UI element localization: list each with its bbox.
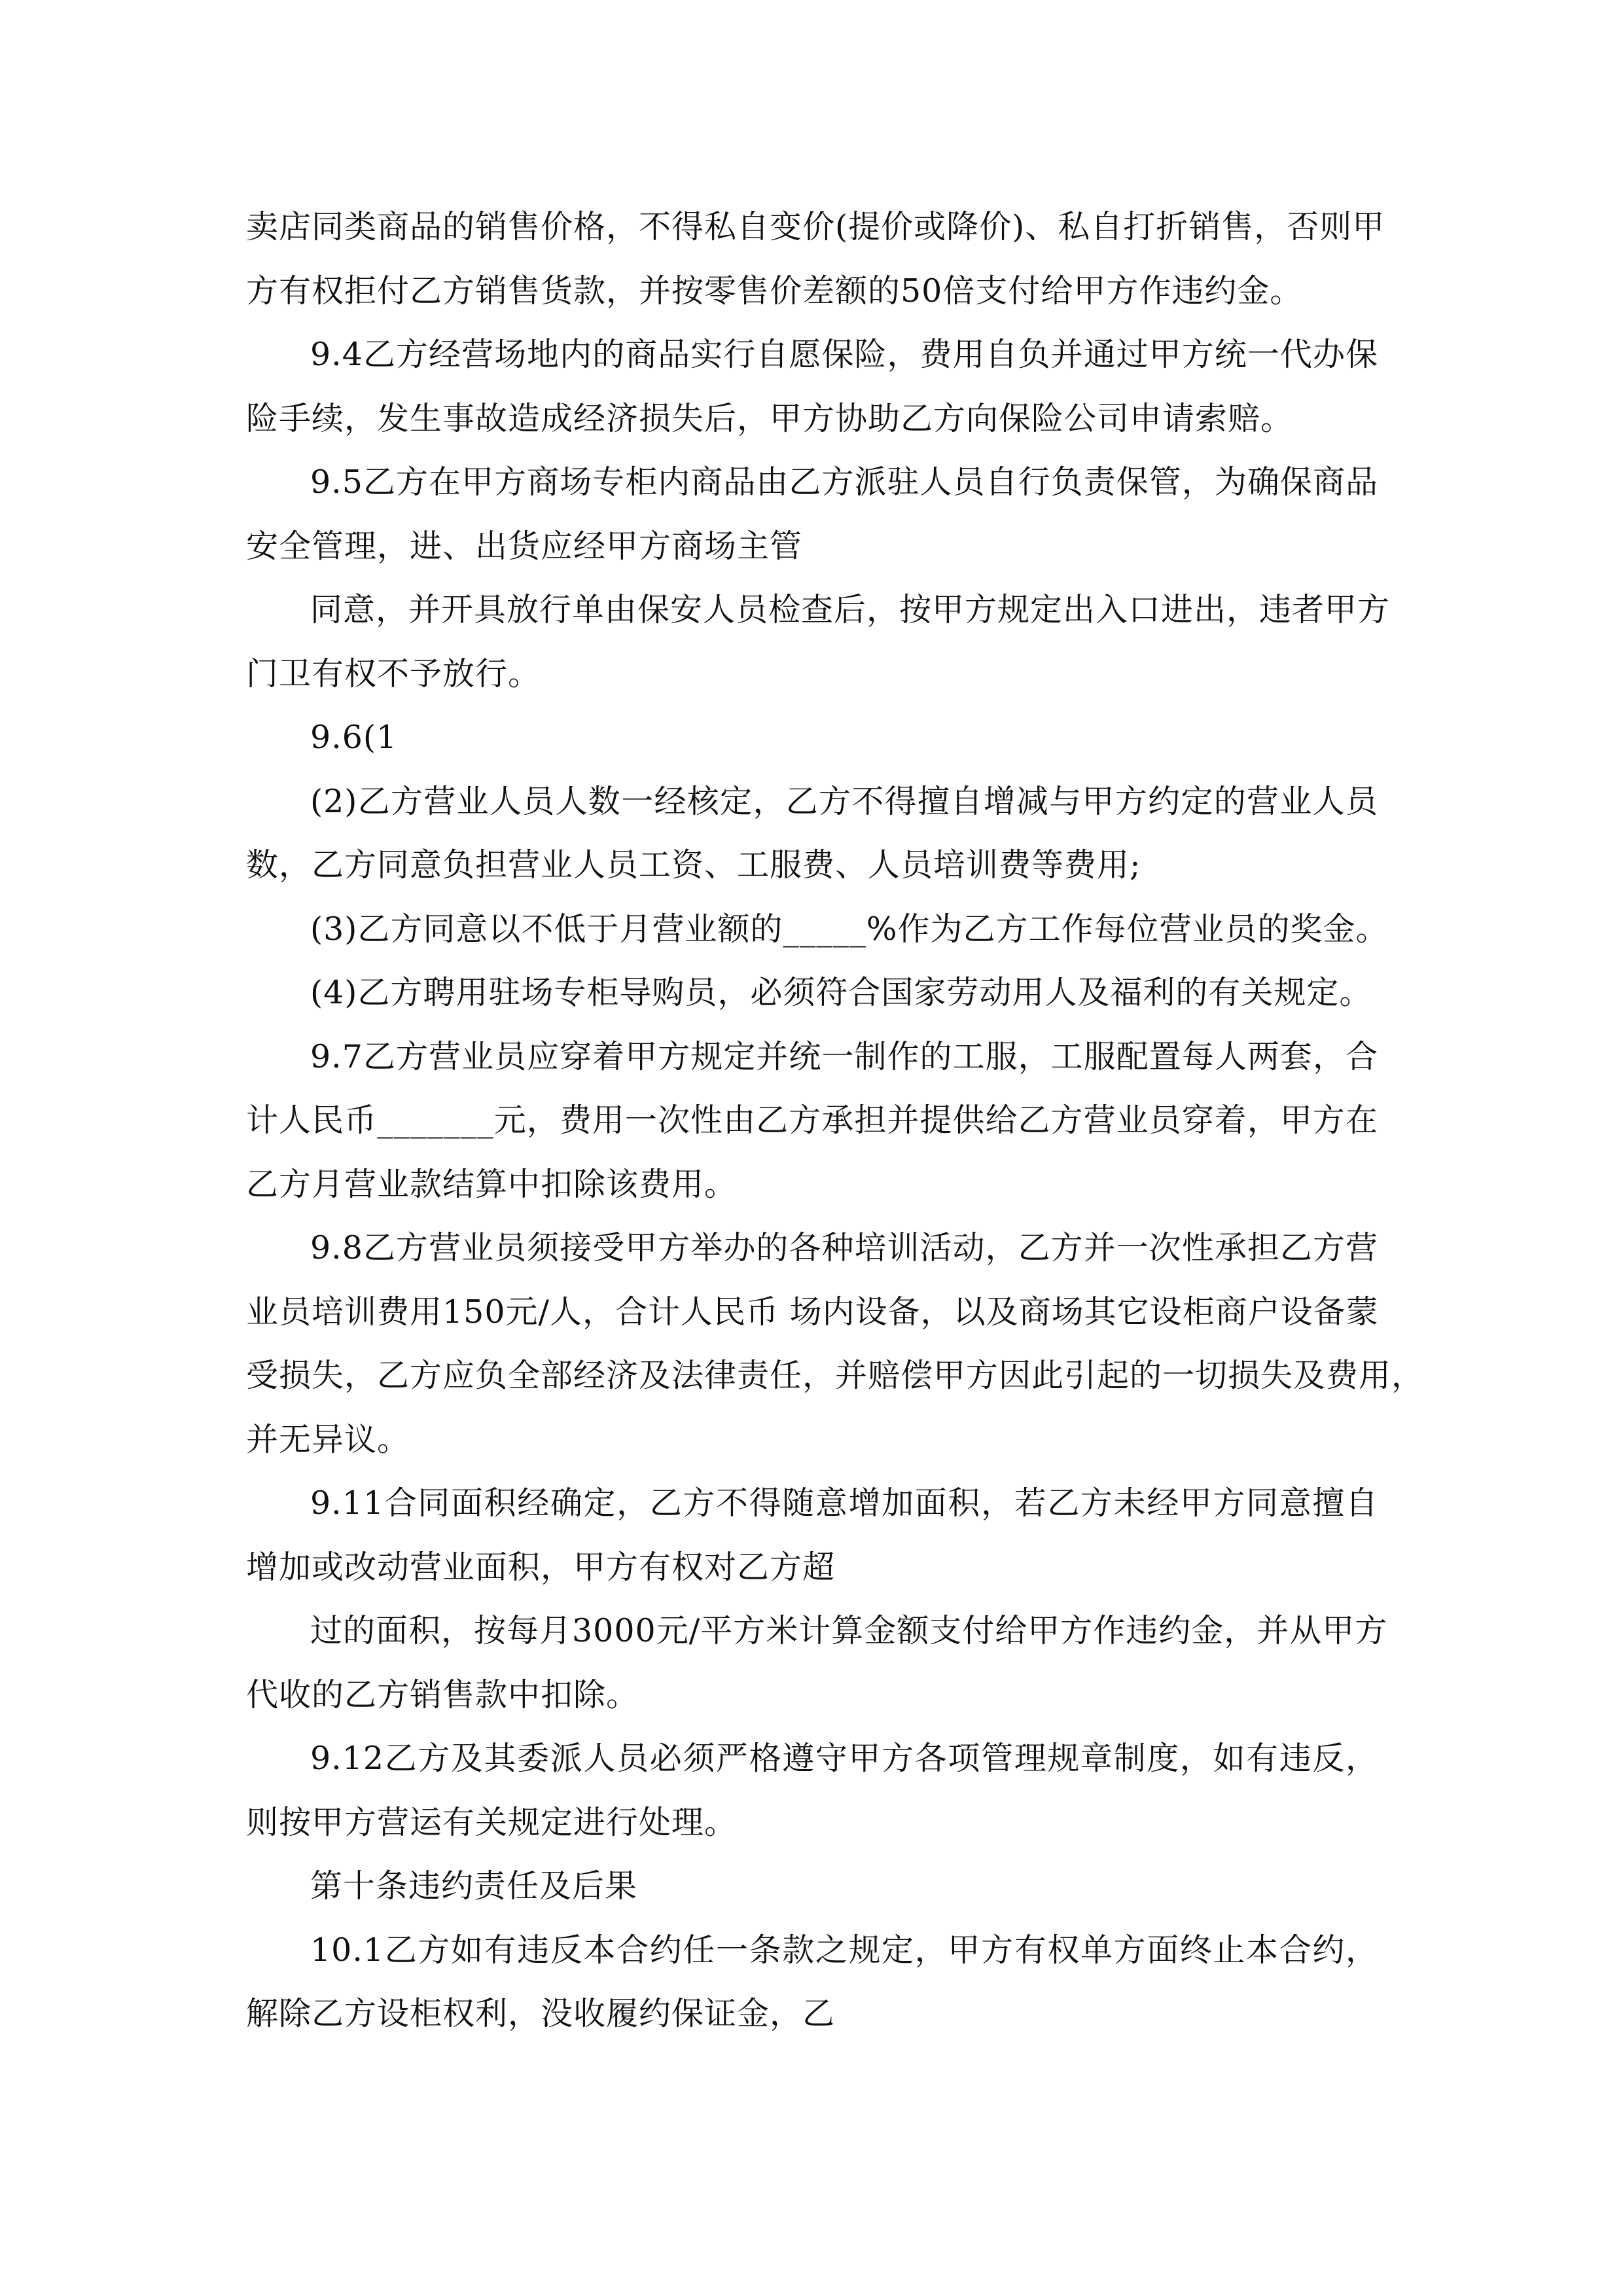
text-line: 9.4乙方经营场地内的商品实行自愿保险，费用自负并通过甲方统一代办保: [310, 336, 1378, 373]
section-heading: 第十条违约责任及后果: [310, 1867, 638, 1905]
text-line: 9.6(1: [310, 719, 398, 756]
text-line: 门卫有权不予放行。: [246, 655, 541, 692]
text-line: 并无异议。: [246, 1421, 410, 1458]
text-line: 同意，并开具放行单由保安人员检查后，按甲方规定出入口进出，违者甲方: [310, 591, 1391, 628]
text-line: 险手续，发生事故造成经济损失后，甲方协助乙方向保险公司申请索赔。: [246, 400, 1294, 437]
text-line: 安全管理，进、出货应经甲方商场主管: [246, 528, 803, 565]
text-line: 业员培训费用150元/人，合计人民币 场内设备，以及商场其它设柜商户设备蒙: [246, 1293, 1379, 1331]
text-line: 则按甲方营运有关规定进行处理。: [246, 1804, 738, 1841]
text-line: 代收的乙方销售款中扣除。: [246, 1676, 639, 1713]
text-line: 9.11合同面积经确定，乙方不得随意增加面积，若乙方未经甲方同意擅自: [310, 1484, 1378, 1522]
text-line: (3)乙方同意以不低于月营业额的_____%作为乙方工作每位营业员的奖金。: [310, 910, 1389, 948]
text-line: 增加或改动营业面积，甲方有权对乙方超: [246, 1549, 836, 1586]
text-line: 计人民币_______元，费用一次性由乙方承担并提供给乙方营业员穿着，甲方在: [246, 1102, 1378, 1139]
text-line: 过的面积，按每月3000元/平方米计算金额支付给甲方作违约金，并从甲方: [310, 1612, 1388, 1649]
text-line: 9.12乙方及其委派人员必须严格遵守甲方各项管理规章制度，如有违反，: [310, 1740, 1378, 1777]
text-line: 9.7乙方营业员应穿着甲方规定并统一制作的工服，工服配置每人两套，合: [310, 1038, 1378, 1075]
text-line: 9.5乙方在甲方商场专柜内商品由乙方派驻人员自行负责保管，为确保商品: [310, 463, 1378, 501]
text-line: 受损失，乙方应负全部经济及法律责任，并赔偿甲方因此引起的一切损失及费用，: [246, 1357, 1425, 1394]
text-line: 方有权拒付乙方销售货款，并按零售价差额的50倍支付给甲方作违约金。: [246, 272, 1303, 310]
text-line: 卖店同类商品的销售价格，不得私自变价(提价或降价)、私自打折销售，否则甲: [246, 208, 1385, 245]
text-line: (2)乙方营业人员人数一经核定，乙方不得擅自增减与甲方约定的营业人员: [310, 783, 1378, 820]
text-line: (4)乙方聘用驻场专柜导购员，必须符合国家劳动用人及福利的有关规定。: [310, 974, 1372, 1011]
text-line: 10.1乙方如有违反本合约任一条款之规定，甲方有权单方面终止本合约，: [310, 1931, 1378, 1969]
text-line: 数，乙方同意负担营业人员工资、工服费、人员培训费等费用;: [246, 846, 1141, 884]
text-line: 乙方月营业款结算中扣除该费用。: [246, 1166, 738, 1203]
text-line: 解除乙方设柜权利，没收履约保证金，乙: [246, 1995, 836, 2032]
text-line: 9.8乙方营业员须接受甲方举办的各种培训活动，乙方并一次性承担乙方营: [310, 1229, 1378, 1266]
